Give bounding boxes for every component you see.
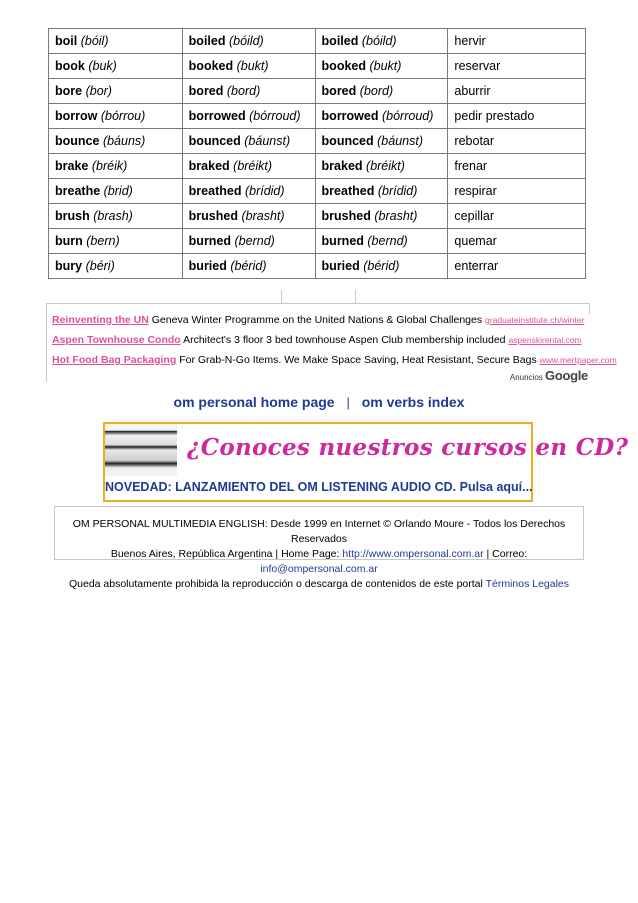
verb-word: borrowed [188,109,246,123]
ad-item [52,334,582,346]
verb-word: burned [188,234,232,248]
past-form-cell [182,204,315,229]
footer-email-link[interactable]: info@ompersonal.com.ar [260,563,378,575]
past-form-cell [182,79,315,104]
footer-line-3 [55,577,583,592]
ad-title-link[interactable]: Reinventing the UN [52,314,149,326]
base-form-cell [49,254,183,279]
footer-prohibition: Queda absolutamente prohibida la reproducción o descarga de contenidos de este portal [68,578,486,590]
base-form-cell [49,29,183,54]
past-form-cell [182,104,315,129]
base-form-cell [49,79,183,104]
verb-word: brushed [188,209,238,223]
pronunciation: (bórroud) [249,109,301,123]
ad-text: Geneva Winter Programme on the United Nations & Global Challenges [151,314,483,326]
past-form-cell [182,229,315,254]
past-form-cell [182,179,315,204]
pronunciation: (bréikt) [233,159,273,173]
pronunciation: (bérid) [363,259,400,273]
pronunciation: (brasht) [241,209,285,223]
ads-left-rule [46,304,47,382]
footer-mail-label: | Correo: [483,548,528,560]
ad-url-link[interactable]: aspenskirental.com [508,335,582,345]
spanish-cell: frenar [448,154,586,179]
past-form-cell [182,129,315,154]
google-logo-icon: Google [545,368,588,383]
nav-separator: | [346,395,350,410]
ad-url-link[interactable]: graduateinstitute.ch/winter [485,315,585,325]
home-page-link[interactable]: om personal home page [173,394,335,410]
spanish-cell: quemar [448,229,586,254]
pronunciation: (bernd) [234,234,275,248]
verb-word: bored [188,84,224,98]
pronunciation: (báuns) [102,134,146,148]
footer-home-url-link[interactable]: http://www.ompersonal.com.ar [342,548,484,560]
verb-word: braked [321,159,363,173]
participle-cell [315,229,448,254]
spanish-cell: pedir prestado [448,104,586,129]
verb-word: booked [321,59,366,73]
spanish-cell: aburrir [448,79,586,104]
spanish-cell: rebotar [448,129,586,154]
past-form-cell [182,154,315,179]
footer-legal-link[interactable]: Términos Legales [485,578,570,590]
verbs-index-link[interactable]: om verbs index [361,394,465,410]
verb-word: bore [55,84,83,98]
ad-text: For Grab-N-Go Items. We Make Space Saving, Heat Resistant, Secure Bags [179,354,537,366]
verb-word: breathe [55,184,101,198]
ads-block [46,303,617,383]
pronunciation: (bórroud) [381,109,434,123]
past-form-cell [182,29,315,54]
verb-word: borrow [55,109,98,123]
verb-word: boil [55,34,78,48]
pronunciation: (bord) [226,84,261,98]
pronunciation: (bern) [86,234,120,248]
verb-word: buried [188,259,227,273]
pronunciation: (buk) [88,59,117,73]
base-form-cell [49,54,183,79]
footer [54,506,584,590]
pronunciation: (bord) [359,84,394,98]
verb-word: braked [188,159,230,173]
spanish-cell: enterrar [448,254,586,279]
participle-cell [315,254,448,279]
verb-word: book [55,59,85,73]
verb-word: brushed [321,209,371,223]
base-form-cell [49,229,183,254]
pronunciation: (bukt) [236,59,269,73]
base-form-cell [49,179,183,204]
ads-right-rule [589,304,590,314]
table-row [49,29,586,54]
cd-courses-banner[interactable] [103,422,629,502]
table-row [49,54,586,79]
nav-links [0,394,638,410]
verb-word: bounced [321,134,374,148]
pronunciation: (bukt) [369,59,402,73]
pronunciation: (brasht) [374,209,418,223]
pronunciation: (bérid) [230,259,267,273]
verb-word: borrowed [321,109,379,123]
ad-text: Architect's 3 floor 3 bed townhouse Aspen Club membership included [183,334,506,346]
verb-word: bounced [188,134,241,148]
pronunciation: (brid) [103,184,133,198]
pronunciation: (bóild) [361,34,397,48]
footer-line-1: OM PERSONAL MULTIMEDIA ENGLISH: Desde 1999 en Internet © Orlando Moure - Todos los Derechos Reservados [72,518,566,545]
pronunciation: (bóil) [80,34,109,48]
verb-word: brake [55,159,89,173]
pronunciation: (bréikt) [366,159,405,173]
past-form-cell [182,254,315,279]
verb-word: burned [321,234,364,248]
base-form-cell [49,129,183,154]
spanish-cell: cepillar [448,204,586,229]
verb-word: boiled [188,34,226,48]
table-row [49,129,586,154]
spanish-cell: respirar [448,179,586,204]
ad-title-link[interactable]: Hot Food Bag Packaging [52,354,177,366]
ad-item [52,314,584,326]
verb-word: bored [321,84,357,98]
verb-word: breathed [188,184,242,198]
pronunciation: (bórrou) [100,109,146,123]
irregular-verbs-table [48,28,586,279]
ads-label: Anuncios [509,373,543,382]
participle-cell [315,29,448,54]
past-form-cell [182,54,315,79]
pronunciation: (bor) [85,84,112,98]
participle-cell [315,154,448,179]
verb-word: bury [55,259,83,273]
banner-title: ¿Conoces nuestros cursos en CD? [187,434,629,461]
pronunciation: (bernd) [367,234,408,248]
verb-table-body [49,29,586,279]
table-row [49,154,586,179]
pronunciation: (báunst) [377,134,423,148]
cd-stack-image [105,424,177,476]
verb-word: brush [55,209,90,223]
verb-word: burn [55,234,83,248]
participle-cell [315,54,448,79]
base-form-cell [49,204,183,229]
pronunciation: (báunst) [244,134,291,148]
pronunciation: (brídid) [244,184,285,198]
participle-cell [315,179,448,204]
pronunciation: (bréik) [91,159,128,173]
ad-title-link[interactable]: Aspen Townhouse Condo [52,334,181,346]
base-form-cell [49,104,183,129]
footer-line-2 [55,547,583,577]
verb-word: boiled [321,34,359,48]
participle-cell [315,104,448,129]
pronunciation: (bóild) [228,34,264,48]
table-row [49,229,586,254]
table-row [49,79,586,104]
ads-by-google[interactable] [510,368,588,383]
participle-cell [315,79,448,104]
verb-word: bounce [55,134,100,148]
ad-url-link[interactable]: www.mertpaper.com [539,355,617,365]
table-row [49,204,586,229]
banner-subtitle-link[interactable]: NOVEDAD: LANZAMIENTO DEL OM LISTENING AUDIO CD. Pulsa aquí... [105,480,533,494]
base-form-cell [49,154,183,179]
table-row [49,179,586,204]
pronunciation: (brash) [93,209,133,223]
verb-word: buried [321,259,360,273]
verb-word: breathed [321,184,375,198]
table-stub-line [281,290,282,304]
pronunciation: (brídid) [377,184,418,198]
footer-location: Buenos Aires, República Argentina | Home Page: [110,548,343,560]
table-stub-line [355,290,356,304]
participle-cell [315,204,448,229]
table-row [49,104,586,129]
participle-cell [315,129,448,154]
ad-item [52,354,617,366]
spanish-cell: reservar [448,54,586,79]
table-row [49,254,586,279]
verb-word: booked [188,59,234,73]
pronunciation: (béri) [85,259,115,273]
spanish-cell: hervir [448,29,586,54]
